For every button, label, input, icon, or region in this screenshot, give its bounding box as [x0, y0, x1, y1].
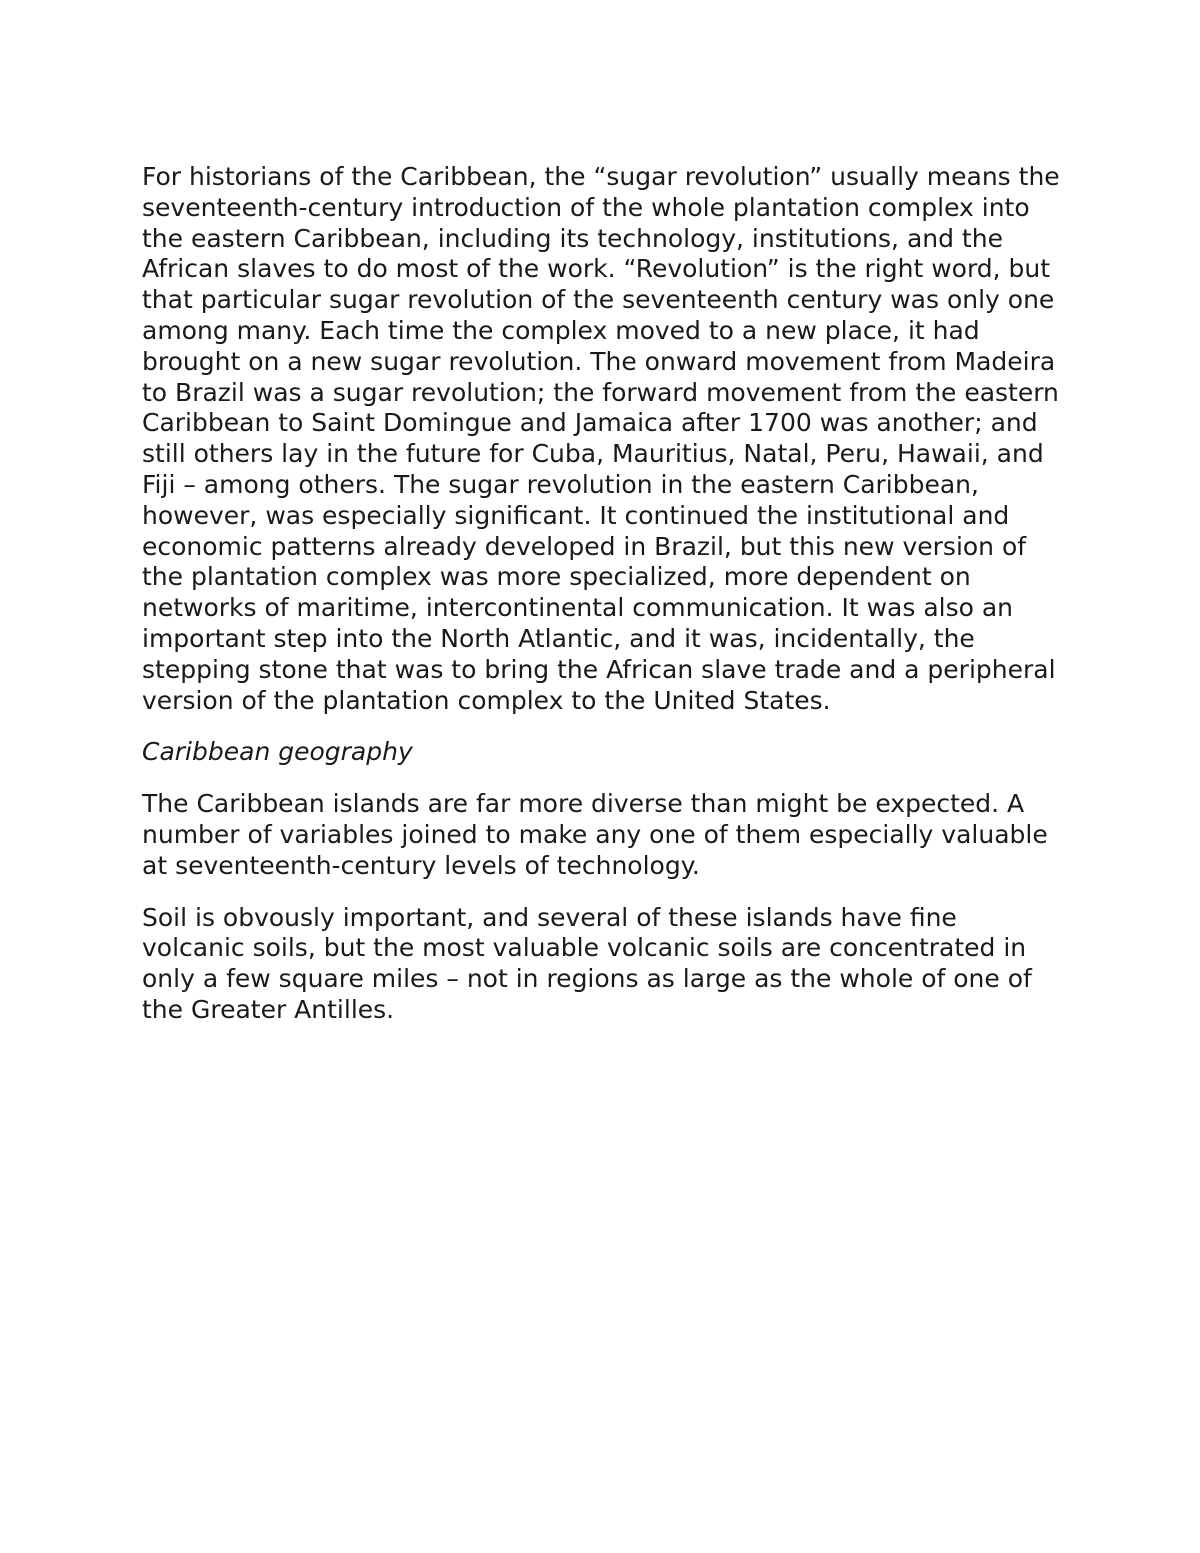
paragraph-islands-diverse: The Caribbean islands are far more diverse than might be expected. A number of variables joined to make any one of them especially valuable at seventeenth-century levels of technology.: [142, 789, 1048, 880]
document-body: [142, 162, 1067, 1047]
paragraph-sugar-revolution: For historians of the Caribbean, the “sugar revolution” usually means the seventeenth-century introduction of the whole plantation complex into the eastern Caribbean, including its technology, institutions, and the African slaves to do most of the work. “Revolution” is the right word, but that particular sugar revolution of the seventeenth century was only one among many. Each time the complex moved to a new place, it had brought on a new sugar revolution. The onward movement from Madeira to Brazil was a sugar revolution; the forward movement from the eastern Caribbean to Saint Domingue and Jamaica after 1700 was another; and still others lay in the future for Cuba, Mauritius, Natal, Peru, Hawaii, and Fiji – among others. The sugar revolution in the eastern Caribbean, however, was especially significant. It continued the institutional and economic patterns already developed in Brazil, but this new version of the plantation complex was more specialized, more dependent on networks of maritime, intercontinental communication. It was also an important step into the North Atlantic, and it was, incidentally, the stepping stone that was to bring the African slave trade and a peripheral version of the plantation complex to the United States.: [142, 162, 1060, 715]
section-heading-caribbean-geography: Caribbean geography: [142, 737, 413, 767]
paragraph-soil: Soil is obvously important, and several of these islands have fine volcanic soils, but the most valuable volcanic soils are concentrated in only a few square miles – not in regions as large as the whole of one of the Greater Antilles.: [142, 902, 1032, 1024]
